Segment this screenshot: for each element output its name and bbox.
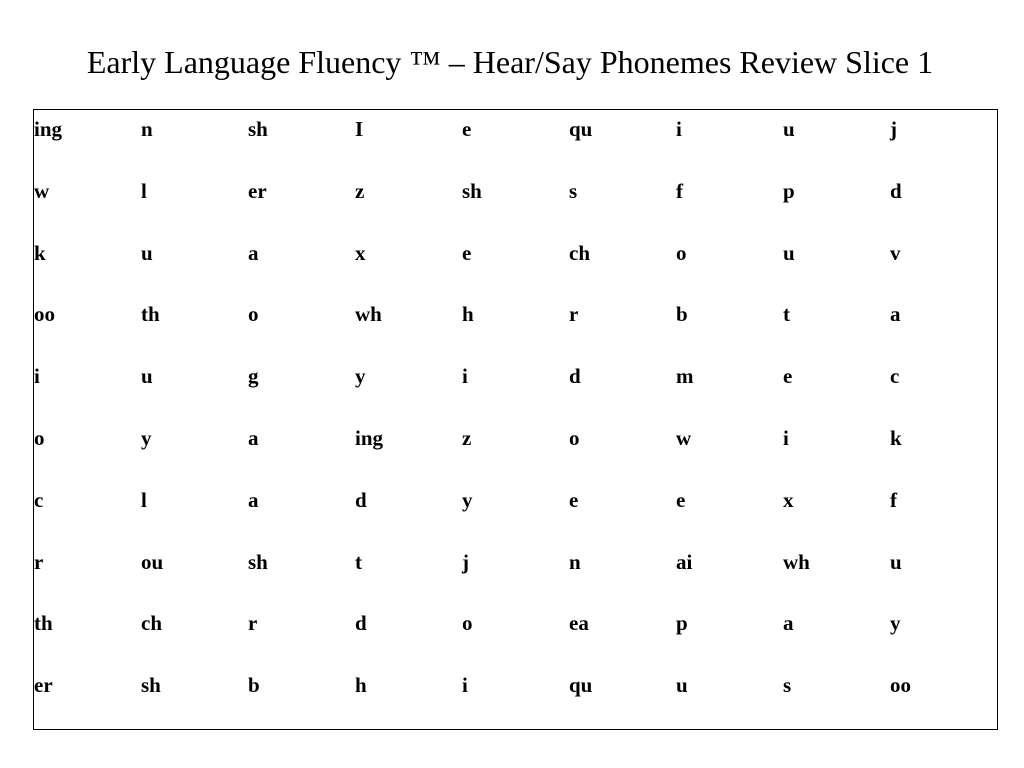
phoneme-grid (34, 115, 998, 733)
phoneme-cell: ea (569, 611, 589, 636)
phoneme-cell: w (676, 425, 692, 450)
phoneme-cell: b (676, 302, 688, 327)
phoneme-cell: g (248, 364, 259, 389)
phoneme-cell: a (248, 240, 259, 265)
phoneme-cell: l (141, 487, 147, 512)
phoneme-cell: wh (355, 302, 382, 327)
phoneme-cell: ing (34, 117, 63, 141)
phoneme-cell: wh (783, 549, 810, 574)
phoneme-cell: er (34, 673, 53, 698)
phoneme-cell: sh (462, 178, 482, 203)
phoneme-cell: j (462, 549, 469, 574)
phoneme-cell: z (355, 178, 365, 203)
phoneme-cell: e (569, 487, 579, 512)
phoneme-cell: k (890, 425, 902, 450)
grid-row (34, 424, 998, 486)
grid-row (34, 300, 998, 362)
phoneme-cell: e (462, 240, 472, 265)
phoneme-cell: d (569, 364, 581, 389)
phoneme-cell: sh (141, 673, 161, 698)
grid-row (34, 177, 998, 239)
grid-row (34, 362, 998, 424)
phoneme-cell: w (34, 178, 50, 203)
phoneme-cell: p (783, 178, 795, 203)
phoneme-cell: y (890, 611, 901, 636)
phoneme-cell: r (34, 549, 44, 574)
phoneme-cell: u (141, 240, 153, 265)
phoneme-cell: e (676, 487, 686, 512)
phoneme-cell: s (783, 673, 792, 698)
slide-title: Early Language Fluency ™ – Hear/Say Phonemes Review Slice 1 (86, 44, 934, 80)
phoneme-cell: a (783, 611, 794, 636)
phoneme-cell: h (355, 673, 367, 698)
grid-row (34, 239, 998, 301)
phoneme-cell: y (462, 487, 473, 512)
phoneme-cell: qu (569, 117, 593, 141)
phoneme-cell: y (355, 364, 366, 389)
phoneme-cell: c (890, 364, 900, 389)
phoneme-cell: ai (676, 549, 693, 574)
phoneme-cell: r (569, 302, 579, 327)
phoneme-cell: f (890, 487, 897, 512)
phoneme-cell: n (141, 117, 153, 141)
phoneme-cell: i (783, 425, 789, 450)
phoneme-cell: I (355, 117, 364, 141)
phoneme-cell: i (462, 673, 468, 698)
phoneme-cell: u (141, 364, 153, 389)
phoneme-cell: ou (141, 549, 164, 574)
phoneme-cell: e (462, 117, 472, 141)
phoneme-cell: t (355, 549, 362, 574)
phoneme-cell: r (248, 611, 258, 636)
phoneme-cell: s (569, 178, 578, 203)
phoneme-grid-frame (33, 109, 998, 730)
phoneme-cell: x (355, 240, 366, 265)
phoneme-cell: u (676, 673, 688, 698)
phoneme-cell: ch (569, 240, 590, 265)
phoneme-cell: l (141, 178, 147, 203)
phoneme-cell: u (783, 240, 795, 265)
phoneme-cell: f (676, 178, 683, 203)
phoneme-cell: p (676, 611, 688, 636)
grid-row (34, 115, 998, 177)
phoneme-cell: ch (141, 611, 162, 636)
phoneme-cell: ing (355, 425, 384, 450)
phoneme-cell: t (783, 302, 790, 327)
phoneme-cell: n (569, 549, 581, 574)
phoneme-cell: a (248, 425, 259, 450)
grid-row (34, 486, 998, 548)
phoneme-cell: d (890, 178, 902, 203)
phoneme-cell: o (676, 240, 687, 265)
phoneme-cell: o (462, 611, 473, 636)
phoneme-cell: th (34, 611, 53, 636)
phoneme-cell: a (248, 487, 259, 512)
phoneme-cell: sh (248, 117, 268, 141)
phoneme-cell: o (34, 425, 45, 450)
phoneme-cell: y (141, 425, 152, 450)
phoneme-cell: m (676, 364, 694, 389)
phoneme-cell: u (890, 549, 902, 574)
phoneme-cell: b (248, 673, 260, 698)
phoneme-cell: oo (890, 673, 911, 698)
phoneme-cell: o (248, 302, 259, 327)
phoneme-cell: z (462, 425, 472, 450)
phoneme-cell: d (355, 611, 367, 636)
phoneme-cell: v (890, 240, 901, 265)
phoneme-cell: d (355, 487, 367, 512)
phoneme-cell: o (569, 425, 580, 450)
grid-row (34, 671, 998, 733)
grid-row (34, 548, 998, 610)
phoneme-cell: j (890, 117, 897, 141)
phoneme-cell: th (141, 302, 160, 327)
phoneme-cell: k (34, 240, 46, 265)
phoneme-cell: x (783, 487, 794, 512)
phoneme-cell: i (676, 117, 682, 141)
phoneme-cell: qu (569, 673, 593, 698)
phoneme-cell: a (890, 302, 901, 327)
phoneme-cell: er (248, 178, 267, 203)
phoneme-cell: oo (34, 302, 55, 327)
phoneme-cell: h (462, 302, 474, 327)
phoneme-cell: i (462, 364, 468, 389)
phoneme-cell: u (783, 117, 795, 141)
phoneme-cell: c (34, 487, 44, 512)
phoneme-grid-body (34, 115, 998, 733)
phoneme-cell: e (783, 364, 793, 389)
phoneme-cell: sh (248, 549, 268, 574)
phoneme-cell: i (34, 364, 40, 389)
grid-row (34, 609, 998, 671)
